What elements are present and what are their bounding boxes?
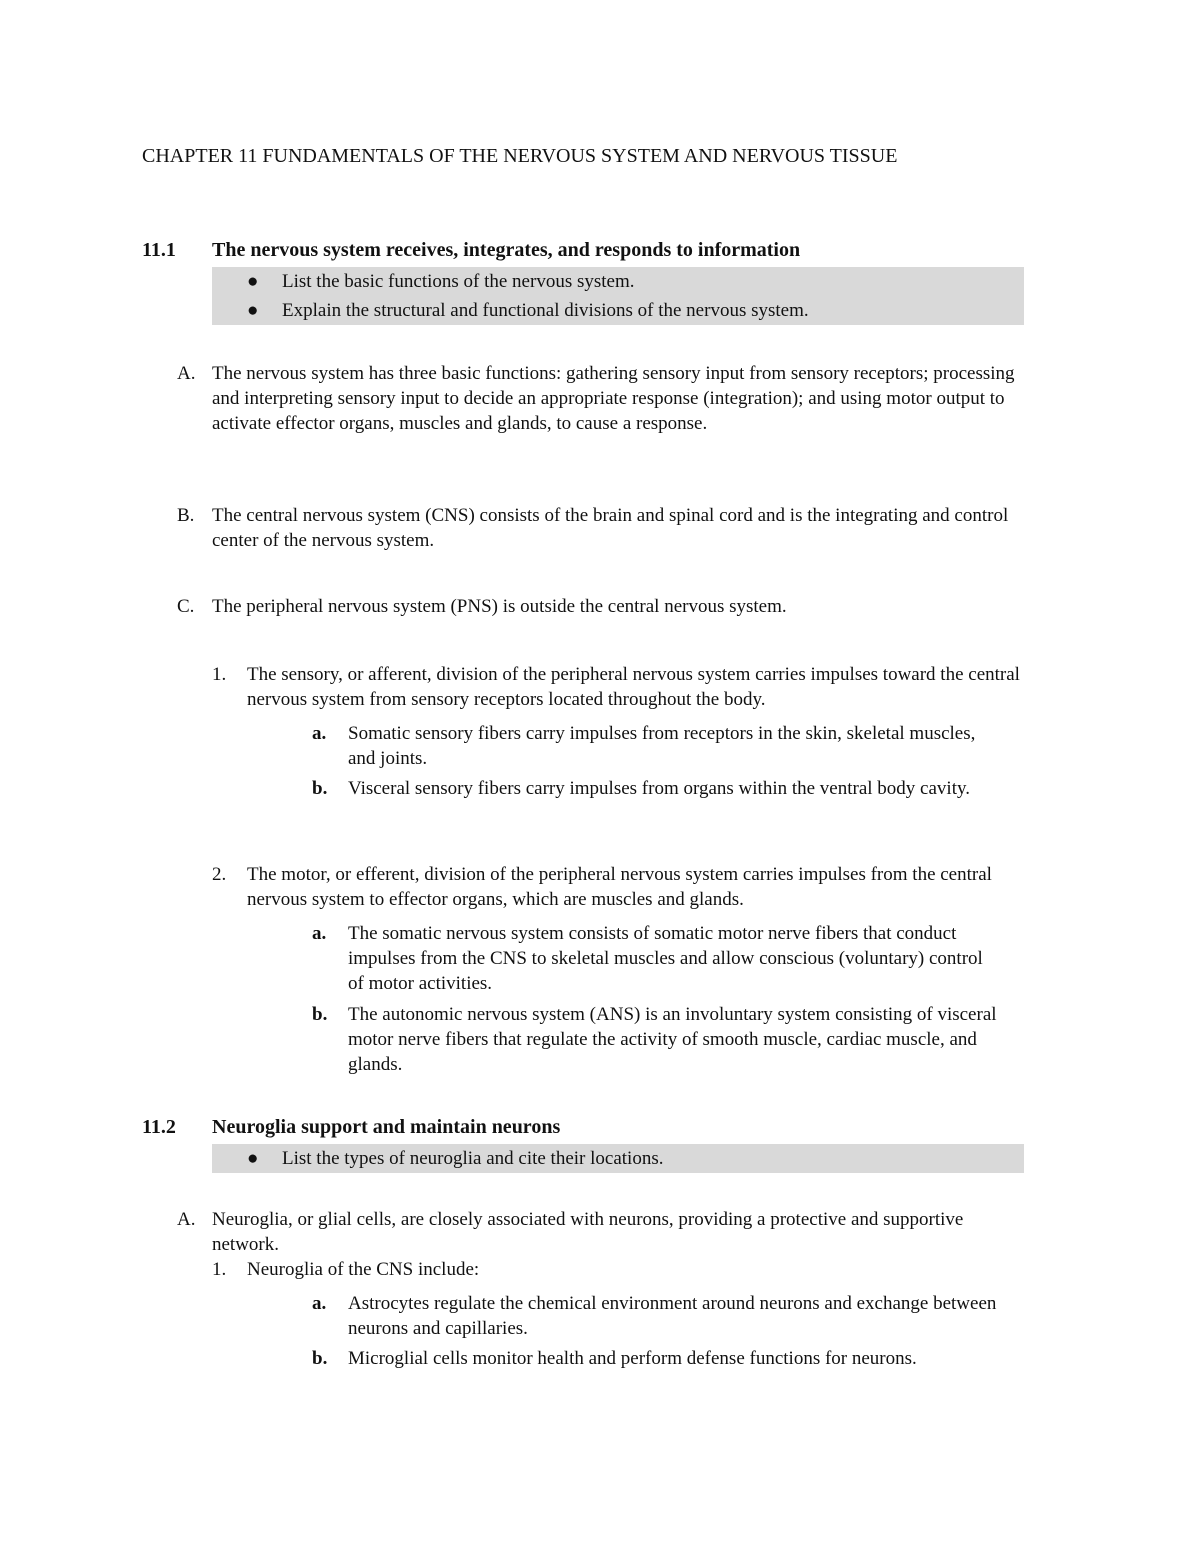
subitem-label: a.	[312, 723, 327, 744]
point-text: The central nervous system (CNS) consists of the brain and spinal cord and is the integrating and control center of the nervous system.	[212, 505, 1009, 551]
objective-item	[212, 1144, 1024, 1173]
section-number: 11.2	[142, 1116, 176, 1138]
point-text: The peripheral nervous system (PNS) is outside the central nervous system.	[212, 596, 787, 617]
subitem-label: b.	[312, 1348, 328, 1369]
learning-objectives-11-2	[212, 1144, 1024, 1173]
outline-subitem-C-1-a	[312, 721, 1002, 771]
outline-item-11-2-A-1	[212, 1257, 1027, 1282]
subitem-text: Visceral sensory fibers carry impulses from organs within the ventral body cavity.	[348, 778, 970, 799]
item-label: 1.	[212, 664, 227, 685]
chapter-title: CHAPTER 11 FUNDAMENTALS OF THE NERVOUS SYSTEM AND NERVOUS TISSUE	[142, 145, 898, 167]
learning-objectives-11-1	[212, 267, 1024, 325]
objective-text: List the types of neuroglia and cite their locations.	[282, 1148, 664, 1169]
outline-point-11-2-A	[177, 1207, 1007, 1257]
outline-point-A	[177, 361, 1027, 436]
outline-subitem-C-1-b	[312, 776, 1002, 801]
subitem-text: The somatic nervous system consists of somatic motor nerve fibers that conduct impulses from the CNS to skeletal muscles and allow conscious (voluntary) control of motor activities.	[348, 923, 983, 994]
outline-item-C-1	[212, 662, 1027, 712]
outline-subitem-C-2-a	[312, 921, 1002, 996]
point-label: A.	[177, 363, 196, 384]
bullet-icon: ●	[247, 1148, 259, 1169]
outline-subitem-11-2-A-1-a	[312, 1291, 1022, 1341]
item-text: The sensory, or afferent, division of the peripheral nervous system carries impulses toward the central nervous system from sensory receptors located throughout the body.	[247, 664, 1020, 710]
point-label: A.	[177, 1209, 196, 1230]
subitem-text: Microglial cells monitor health and perform defense functions for neurons.	[348, 1348, 917, 1369]
subitem-text: Astrocytes regulate the chemical environment around neurons and exchange between neurons and capillaries.	[348, 1293, 997, 1339]
section-heading-text: Neuroglia support and maintain neurons	[212, 1116, 561, 1138]
outline-point-B	[177, 503, 1027, 553]
item-text: The motor, or efferent, division of the peripheral nervous system carries impulses from the central nervous system to effector organs, which are muscles and glands.	[247, 864, 992, 910]
point-text: The nervous system has three basic functions: gathering sensory input from sensory receptors; processing and interpreting sensory input to decide an appropriate response (integration); and using motor output to activate effector organs, muscles and glands, to cause a response.	[212, 363, 1015, 434]
objective-item	[212, 267, 1024, 296]
objective-item	[212, 296, 1024, 325]
outline-item-C-2	[212, 862, 1027, 912]
objective-text: Explain the structural and functional divisions of the nervous system.	[282, 300, 809, 321]
section-heading-11-1	[142, 237, 800, 263]
subitem-label: b.	[312, 1004, 328, 1025]
item-label: 2.	[212, 864, 227, 885]
section-heading-11-2	[142, 1114, 560, 1140]
item-label: 1.	[212, 1259, 227, 1280]
section-number: 11.1	[142, 239, 176, 261]
subitem-label: b.	[312, 778, 328, 799]
subitem-label: a.	[312, 1293, 327, 1314]
point-text: Neuroglia, or glial cells, are closely associated with neurons, providing a protective and supportive network.	[212, 1209, 964, 1255]
section-heading-text: The nervous system receives, integrates, and responds to information	[212, 239, 801, 261]
point-label: B.	[177, 505, 195, 526]
subitem-text: The autonomic nervous system (ANS) is an involuntary system consisting of visceral motor nerve fibers that regulate the activity of smooth muscle, cardiac muscle, and glands.	[348, 1004, 997, 1075]
outline-subitem-C-2-b	[312, 1002, 1022, 1077]
objective-text: List the basic functions of the nervous system.	[282, 271, 635, 292]
bullet-icon: ●	[247, 300, 259, 321]
outline-point-C	[177, 594, 1027, 619]
item-text: Neuroglia of the CNS include:	[247, 1259, 480, 1280]
subitem-label: a.	[312, 923, 327, 944]
bullet-icon: ●	[247, 271, 259, 292]
subitem-text: Somatic sensory fibers carry impulses from receptors in the skin, skeletal muscles, and joints.	[348, 723, 976, 769]
outline-subitem-11-2-A-1-b	[312, 1346, 1022, 1371]
point-label: C.	[177, 596, 195, 617]
